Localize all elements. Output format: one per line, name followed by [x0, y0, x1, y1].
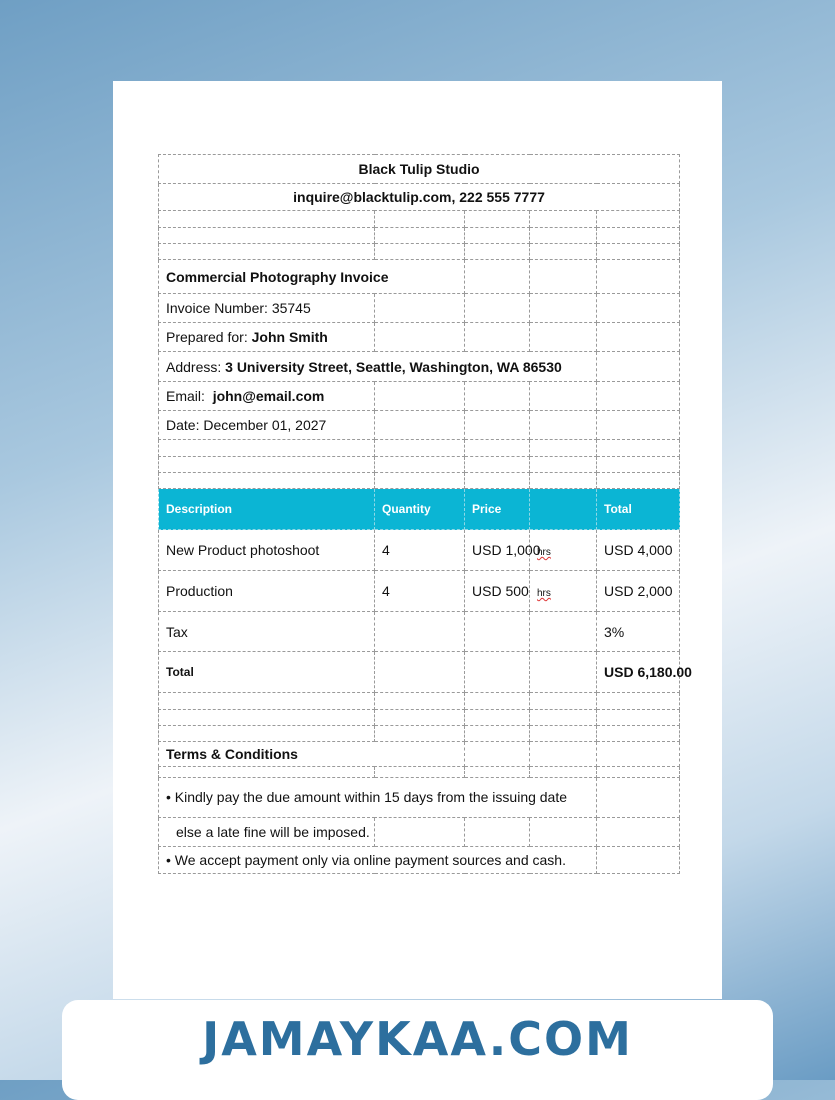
total-row — [159, 652, 680, 693]
terms-line-2: else a late fine will be imposed. — [159, 818, 375, 847]
invoice-sheet — [158, 154, 692, 874]
client-name: John Smith — [251, 329, 328, 345]
tax-row — [159, 612, 680, 652]
terms-line-1: • Kindly pay the due amount within 15 days from the issuing date — [159, 778, 597, 818]
brand-banner — [62, 1000, 773, 1100]
invoice-number: Invoice Number: 35745 — [159, 294, 375, 323]
table-row: New Product photoshoot 4 USD 1,000 hrs USD 4,000 — [159, 530, 680, 571]
header-description: Description — [159, 489, 375, 530]
terms-title: Terms & Conditions — [159, 742, 465, 767]
prepared-for: Prepared for: John Smith — [159, 323, 375, 352]
address: Address: 3 University Street, Seattle, Washington, WA 86530 — [159, 352, 597, 382]
tax-value: 3% — [597, 612, 680, 652]
header-unit — [530, 489, 597, 530]
unit-label: hrs — [537, 588, 551, 599]
brand-watermark: JAMAYKAA.COM — [202, 1012, 633, 1066]
studio-name: Black Tulip Studio — [159, 155, 680, 184]
terms-line-3: • We accept payment only via online payment sources and cash. — [159, 847, 597, 874]
address-value: 3 University Street, Seattle, Washington, WA 86530 — [225, 358, 562, 375]
unit-label: hrs — [537, 547, 551, 558]
total-label: Total — [159, 652, 375, 693]
header-quantity: Quantity — [375, 489, 465, 530]
document-page — [113, 81, 722, 999]
header-total: Total — [597, 489, 680, 530]
invoice-date: Date: December 01, 2027 — [159, 411, 375, 440]
email-value: john@email.com — [212, 388, 325, 404]
total-value: USD 6,180.00 — [597, 652, 680, 693]
tax-label: Tax — [159, 612, 375, 652]
table-row: Production 4 USD 500 hrs USD 2,000 — [159, 571, 680, 612]
table-header-row — [159, 489, 680, 530]
header-price: Price — [465, 489, 530, 530]
email: Email: john@email.com — [159, 382, 375, 411]
invoice-title: Commercial Photography Invoice — [159, 260, 465, 294]
studio-contact: inquire@blacktulip.com, 222 555 7777 — [159, 184, 680, 211]
